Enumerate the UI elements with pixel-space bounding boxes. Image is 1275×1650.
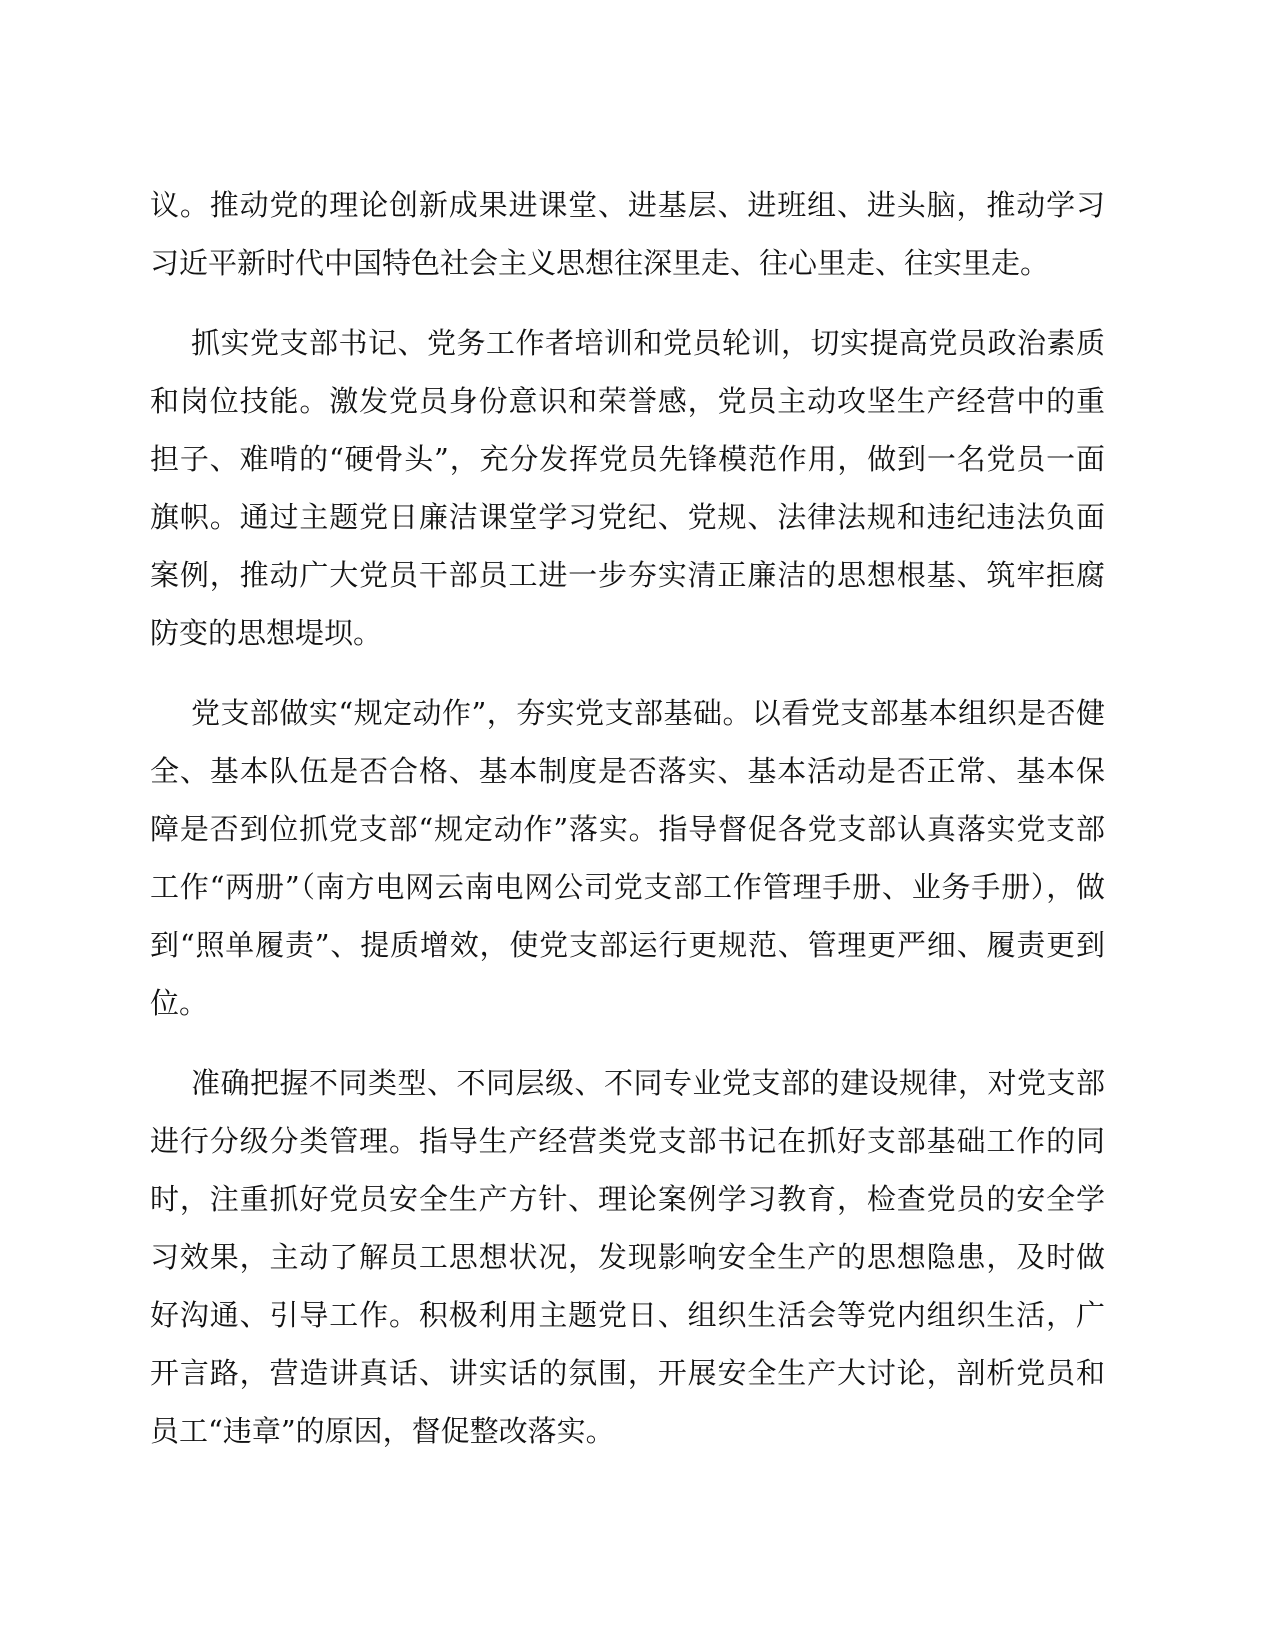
paragraph-continuation: 议。推动党的理论创新成果进课堂、进基层、进班组、进头脑，推动学习习近平新时代中国特色社会主义思想往深里走、往心里走、往实里走。 [150,188,1105,280]
paragraph-party-training: 抓实党支部书记、党务工作者培训和党员轮训，切实提高党员政治素质和岗位技能。激发党员身份意识和荣誉感，党员主动攻坚生产经营中的重担子、难啃的“硬骨头”，充分发挥党员先锋模范作用，做到一名党员一面旗帜。通过主题党日廉洁课堂学习党纪、党规、法律法规和违纪违法负面案例，推动广大党员干部员工进一步夯实清正廉洁的思想根基、筑牢拒腐防变的思想堤坝。 [150,326,1105,650]
paragraph-branch-standard-actions: 党支部做实“规定动作”，夯实党支部基础。以看党支部基本组织是否健全、基本队伍是否合格、基本制度是否落实、基本活动是否正常、基本保障是否到位抓党支部“规定动作”落实。指导督促各党支部认真落实党支部工作“两册”（南方电网云南电网公司党支部工作管理手册、业务手册），做到“照单履责”、提质增效，使党支部运行更规范、管理更严细、履责更到位。 [150,696,1105,1020]
paragraph-classified-management: 准确把握不同类型、不同层级、不同专业党支部的建设规律，对党支部进行分级分类管理。指导生产经营类党支部书记在抓好支部基础工作的同时，注重抓好党员安全生产方针、理论案例学习教育，检查党员的安全学习效果，主动了解员工思想状况，发现影响安全生产的思想隐患，及时做好沟通、引导工作。积极利用主题党日、组织生活会等党内组织生活，广开言路，营造讲真话、讲实话的氛围，开展安全生产大讨论，剖析党员和员工“违章”的原因，督促整改落实。 [150,1066,1105,1448]
document-page [150,176,1105,1482]
